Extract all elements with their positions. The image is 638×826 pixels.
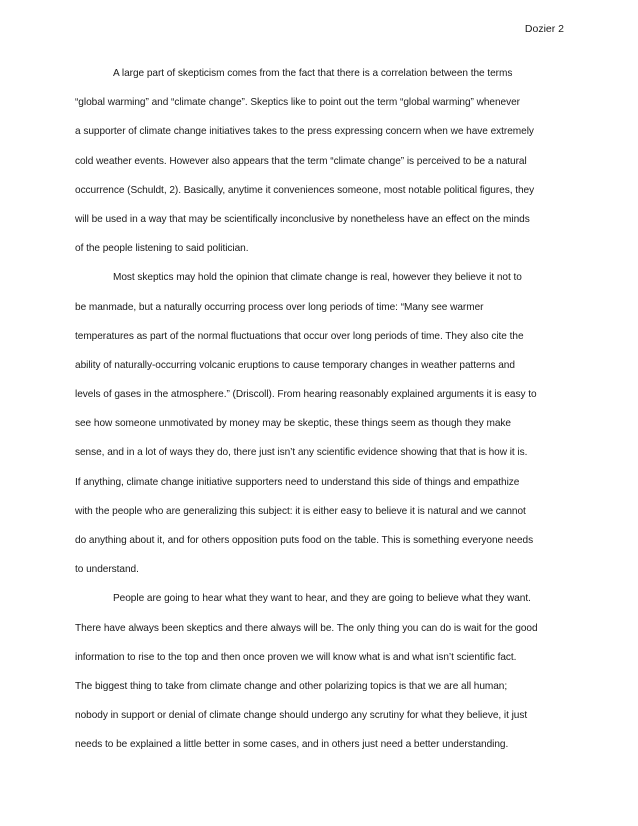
text-line: a supporter of climate change initiatives takes to the press expressing concern when we have extremely	[75, 126, 534, 138]
text-line: with the people who are generalizing this subject: it is either easy to believe it is natural and we cannot	[75, 505, 526, 517]
text-line: “global warming” and “climate change”. Skeptics like to point out the term “global warming” whenever	[75, 97, 520, 109]
text-line: The biggest thing to take from climate change and other polarizing topics is that we are all human;	[75, 680, 508, 692]
text-line: Most skeptics may hold the opinion that climate change is real, however they believe it not to	[113, 272, 522, 284]
text-line: needs to be explained a little better in some cases, and in others just need a better understanding.	[75, 739, 509, 751]
text-line: temperatures as part of the normal fluctuations that occur over long periods of time. They also cite the	[75, 330, 524, 342]
text-line: cold weather events. However also appears that the term “climate change” is perceived to be a natural	[75, 155, 527, 167]
text-line: People are going to hear what they want to hear, and they are going to believe what they want.	[113, 593, 531, 605]
text-line: to understand.	[75, 564, 139, 576]
text-line: A large part of skepticism comes from the fact that there is a correlation between the terms	[113, 68, 513, 79]
running-head: Dozier 2	[524, 23, 564, 35]
text-line: ability of naturally-occurring volcanic eruptions to cause temporary changes in weather patterns and	[75, 359, 515, 371]
text-line: If anything, climate change initiative supporters need to understand this side of things and empathize	[75, 476, 520, 488]
text-line: nobody in support or denial of climate change should undergo any scrutiny for what they believe, it just	[75, 710, 528, 722]
text-line: sense, and in a lot of ways they do, there just isn’t any scientific evidence showing that that is how it is.	[75, 447, 528, 459]
text-line: do anything about it, and for others opposition puts food on the table. This is something everyone needs	[75, 535, 534, 546]
text-line: occurrence (Schuldt, 2). Basically, anytime it conveniences someone, most notable political figures, they	[75, 184, 535, 196]
text-line: be manmade, but a naturally occurring process over long periods of time: “Many see warmer	[75, 301, 484, 313]
text-line: will be used in a way that may be scientifically inconclusive by nonetheless have an effect on the minds	[75, 213, 530, 225]
text-line: information to rise to the top and then once proven we will know what is and what isn’t scientific fact.	[75, 651, 517, 663]
text-line: of the people listening to said politician.	[75, 243, 249, 255]
text-line: see how someone unmotivated by money may be skeptic, these things seem as though they make	[75, 418, 511, 430]
body-text	[75, 66, 566, 767]
text-line: levels of gases in the atmosphere.” (Driscoll). From hearing reasonably explained arguments it is easy to	[75, 389, 537, 401]
text-line: There have always been skeptics and there always will be. The only thing you can do is wait for the good	[75, 622, 538, 634]
